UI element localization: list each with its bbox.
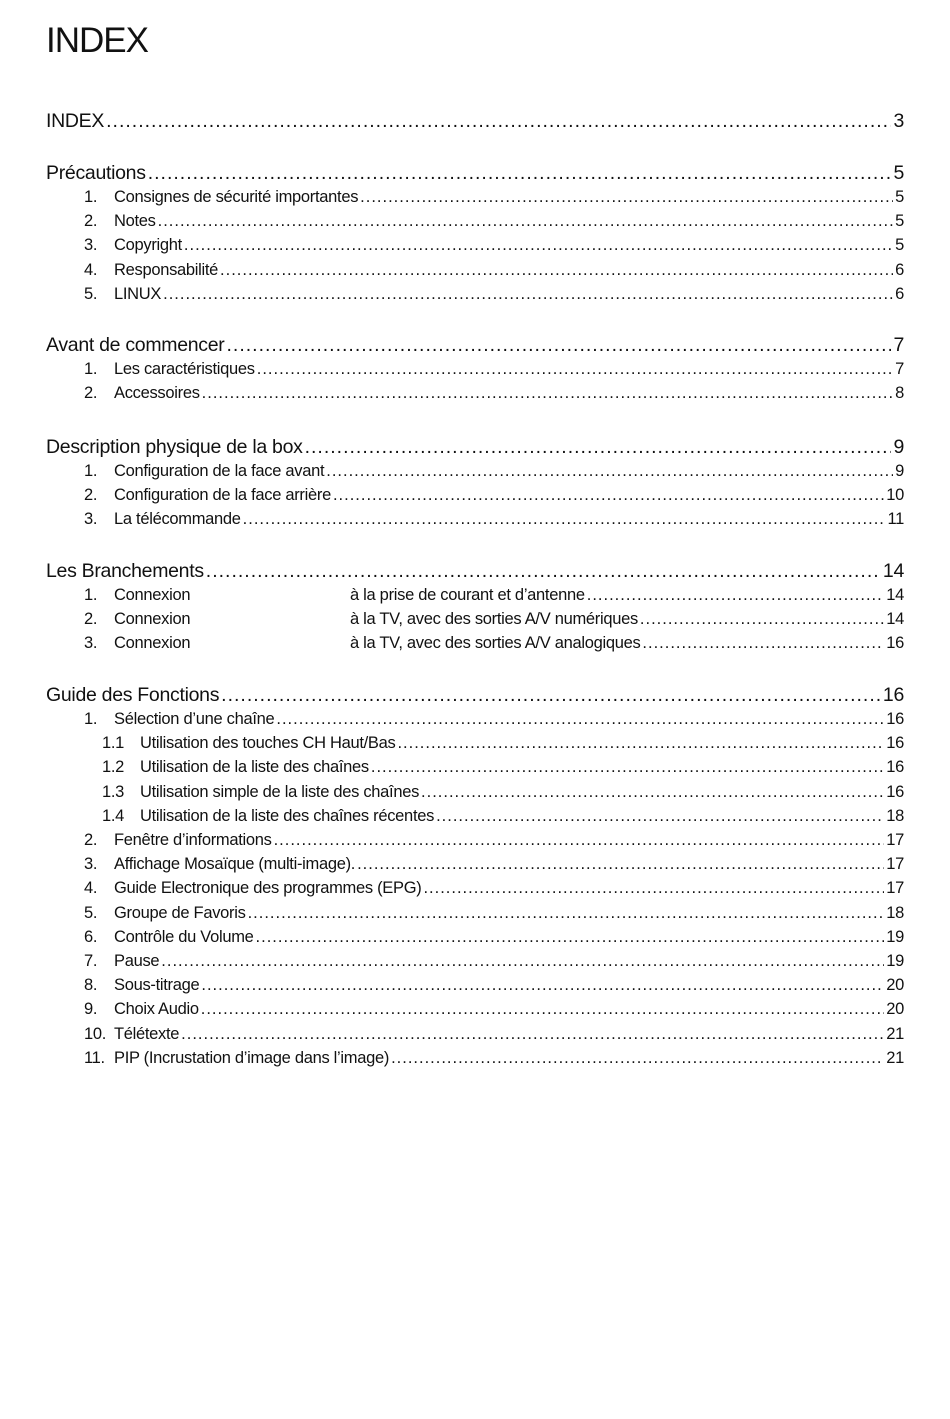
dot-leader: [391, 1049, 884, 1068]
toc-page-number: 19: [886, 927, 904, 946]
toc-item-title: LINUX: [114, 284, 162, 303]
dot-leader: [248, 904, 885, 923]
toc-item-entry[interactable]: [84, 462, 904, 484]
toc-page-number: 16: [886, 758, 904, 777]
toc-page-number: 20: [886, 976, 904, 995]
toc-item-entry[interactable]: [84, 879, 904, 901]
toc-section-title: Précautions: [46, 162, 146, 184]
toc-item-entry[interactable]: [84, 188, 904, 210]
toc-section-title: Les Branchements: [46, 560, 204, 582]
dot-leader: [640, 610, 884, 629]
dot-leader: [148, 162, 892, 185]
toc-item-title: Guide Electronique des programmes (EPG): [114, 879, 422, 898]
toc-item-title: Configuration de la face avant: [114, 462, 325, 480]
toc-page-number: 18: [886, 903, 904, 922]
toc-item-number: 1.: [84, 462, 98, 480]
toc-item-title: Les caractéristiques: [114, 360, 255, 378]
toc-section-entry[interactable]: [46, 684, 904, 710]
toc-item-entry[interactable]: [84, 928, 904, 950]
toc-item-entry[interactable]: [84, 634, 904, 656]
toc-section-title: Avant de commencer: [46, 334, 225, 356]
toc-item-number: 4.: [84, 879, 98, 898]
toc-section-entry[interactable]: [46, 436, 904, 462]
toc-item-entry[interactable]: [84, 285, 904, 307]
toc-item-title: Connexion: [114, 610, 191, 629]
dot-leader: [184, 236, 893, 255]
toc-item-title: Affichage Mosaïque (multi-image).: [114, 855, 356, 874]
toc-item-title: Responsabilité: [114, 260, 219, 279]
toc-item-entry[interactable]: [84, 510, 904, 532]
toc-item-title: Utilisation simple de la liste des chaînes: [140, 782, 420, 801]
toc-page-number: 7: [895, 360, 904, 378]
dot-leader: [397, 734, 884, 753]
toc-item-detail: à la TV, avec des sorties A/V analogiques: [350, 634, 641, 653]
dot-leader: [423, 879, 884, 898]
toc-item-number: 1.3: [102, 782, 125, 801]
dot-leader: [274, 831, 885, 850]
toc-item-number: 10.: [84, 1024, 107, 1043]
toc-item-number: 5.: [84, 284, 98, 303]
toc-page-number: 5: [895, 188, 904, 206]
toc-item-title: Utilisation des touches CH Haut/Bas: [140, 734, 396, 753]
toc-page-number: 3: [893, 110, 904, 132]
dot-leader: [436, 807, 884, 826]
toc-item-number: 1.: [84, 360, 98, 378]
toc-section-entry[interactable]: [46, 560, 904, 586]
toc-item-title: Télétexte: [114, 1024, 180, 1043]
dot-leader: [158, 212, 894, 231]
toc-subitem-entry[interactable]: [102, 734, 904, 756]
toc-page-number: 16: [886, 710, 904, 728]
toc-item-number: 3.: [84, 855, 98, 874]
toc-section-title: Guide des Fonctions: [46, 684, 220, 706]
toc-page-number: 7: [893, 334, 904, 356]
toc-item-entry[interactable]: [84, 1049, 904, 1071]
toc-page-number: 16: [886, 734, 904, 753]
toc-item-entry[interactable]: [84, 976, 904, 998]
toc-item-number: 3.: [84, 236, 98, 255]
dot-leader: [227, 334, 892, 357]
toc-page-number: 6: [895, 260, 904, 279]
toc-page-number: 5: [895, 212, 904, 231]
toc-item-number: 5.: [84, 903, 98, 922]
toc-page-number: 16: [886, 634, 904, 653]
dot-leader: [276, 710, 884, 729]
dot-leader: [201, 976, 884, 995]
toc-item-entry[interactable]: [84, 384, 904, 406]
toc-item-entry[interactable]: [84, 610, 904, 632]
toc-section-title: INDEX: [46, 110, 105, 132]
toc-page-number: 17: [886, 879, 904, 898]
toc-page-number: 21: [886, 1048, 904, 1067]
toc-item-title: Notes: [114, 212, 156, 231]
toc-page-number: 5: [895, 236, 904, 255]
toc-item-entry[interactable]: [84, 236, 904, 258]
toc-item-title: Fenêtre d’informations: [114, 831, 272, 849]
toc-page-number: 18: [886, 806, 904, 825]
toc-section-title: Description physique de la box: [46, 436, 303, 458]
toc-item-number: 1.: [84, 188, 98, 206]
toc-item-entry[interactable]: [84, 261, 904, 283]
toc-item-number: 1.4: [102, 806, 125, 825]
toc-item-entry[interactable]: [84, 904, 904, 926]
dot-leader: [181, 1025, 884, 1044]
dot-leader: [201, 1000, 884, 1019]
toc-section-entry[interactable]: [46, 162, 904, 188]
toc-item-title: Sous-titrage: [114, 976, 200, 995]
toc-item-entry[interactable]: [84, 486, 904, 508]
dot-leader: [305, 436, 892, 459]
toc-item-title: Contrôle du Volume: [114, 927, 254, 946]
toc-item-title: Accessoires: [114, 384, 200, 403]
toc-item-title: Consignes de sécurité importantes: [114, 188, 359, 206]
toc-item-number: 3.: [84, 510, 98, 529]
dot-leader: [642, 634, 884, 653]
toc-item-number: 2.: [84, 384, 98, 403]
toc-item-title: Utilisation de la liste des chaînes récentes: [140, 806, 435, 825]
toc-page-number: 5: [893, 162, 904, 184]
toc-item-title: PIP (Incrustation d’image dans l’image): [114, 1048, 390, 1067]
toc-item-title: Sélection d’une chaîne: [114, 710, 275, 728]
toc-page-number: 19: [886, 952, 904, 970]
toc-item-title: Pause: [114, 952, 160, 970]
dot-leader: [220, 261, 893, 280]
toc-item-entry[interactable]: [84, 212, 904, 234]
toc-item-number: 11.: [84, 1048, 105, 1067]
toc-item-entry[interactable]: [84, 586, 904, 608]
dot-leader: [202, 384, 893, 403]
toc-item-number: 3.: [84, 634, 98, 653]
toc-item-number: 7.: [84, 952, 98, 970]
toc-item-title: Choix Audio: [114, 1000, 199, 1019]
toc-subitem-entry[interactable]: [102, 758, 904, 780]
toc-page-number: 14: [882, 560, 904, 582]
toc-item-entry[interactable]: [84, 831, 904, 853]
toc-page-number: 14: [886, 610, 904, 629]
toc-item-number: 1.1: [102, 734, 125, 753]
toc-item-number: 1.2: [102, 758, 125, 777]
toc-item-title: La télécommande: [114, 510, 241, 529]
toc-item-title: Copyright: [114, 236, 182, 255]
dot-leader: [371, 758, 884, 777]
toc-item-number: 1.: [84, 710, 98, 728]
toc-page-number: 9: [893, 436, 904, 458]
toc-page-number: 14: [886, 586, 904, 604]
toc-page-number: 8: [895, 384, 904, 403]
toc-item-entry[interactable]: [84, 1000, 904, 1022]
dot-leader: [357, 855, 884, 874]
dot-leader: [333, 486, 884, 505]
toc-page-number: 16: [886, 782, 904, 801]
toc-page-number: 9: [895, 462, 904, 480]
toc-page-number: 16: [882, 684, 904, 706]
toc-page-number: 21: [886, 1024, 904, 1043]
toc-item-number: 2.: [84, 610, 98, 629]
toc-subitem-entry[interactable]: [102, 807, 904, 829]
toc-item-entry[interactable]: [84, 1025, 904, 1047]
toc-section-entry[interactable]: [46, 334, 904, 360]
dot-leader: [360, 188, 893, 207]
page-title: INDEX: [46, 21, 148, 60]
toc-page-number: 11: [887, 510, 904, 529]
toc-item-title: Utilisation de la liste des chaînes: [140, 758, 369, 777]
dot-leader: [243, 510, 886, 529]
dot-leader: [163, 285, 893, 304]
toc-item-number: 2.: [84, 212, 98, 231]
dot-leader: [221, 684, 881, 707]
toc-item-title: Connexion: [114, 634, 191, 653]
toc-item-number: 2.: [84, 831, 98, 849]
toc-subitem-entry[interactable]: [102, 783, 904, 805]
toc-section-entry[interactable]: [46, 110, 904, 136]
dot-leader: [161, 952, 884, 971]
toc-item-entry[interactable]: [84, 360, 904, 382]
toc-page-number: 17: [886, 855, 904, 874]
toc-item-entry[interactable]: [84, 710, 904, 732]
toc-item-number: 4.: [84, 260, 98, 279]
dot-leader: [587, 586, 885, 605]
toc-item-number: 9.: [84, 1000, 98, 1019]
toc-page-number: 17: [886, 831, 904, 849]
toc-item-title: Configuration de la face arrière: [114, 486, 331, 505]
toc-item-entry[interactable]: [84, 855, 904, 877]
dot-leader: [106, 110, 891, 133]
dot-leader: [326, 462, 893, 481]
toc-page-number: 10: [886, 486, 904, 505]
toc-page-number: 6: [895, 284, 904, 303]
toc-item-number: 2.: [84, 486, 98, 505]
toc-item-title: Connexion: [114, 586, 191, 604]
dot-leader: [421, 783, 884, 802]
toc-item-detail: à la TV, avec des sorties A/V numériques: [350, 610, 638, 629]
toc-item-number: 6.: [84, 927, 98, 946]
dot-leader: [256, 928, 885, 947]
toc-item-entry[interactable]: [84, 952, 904, 974]
dot-leader: [257, 360, 893, 379]
toc-item-detail: à la prise de courant et d’antenne: [350, 586, 585, 604]
toc-item-number: 1.: [84, 586, 98, 604]
toc-item-number: 8.: [84, 976, 98, 995]
toc-item-title: Groupe de Favoris: [114, 903, 246, 922]
dot-leader: [206, 560, 881, 583]
toc-page-number: 20: [886, 1000, 904, 1019]
